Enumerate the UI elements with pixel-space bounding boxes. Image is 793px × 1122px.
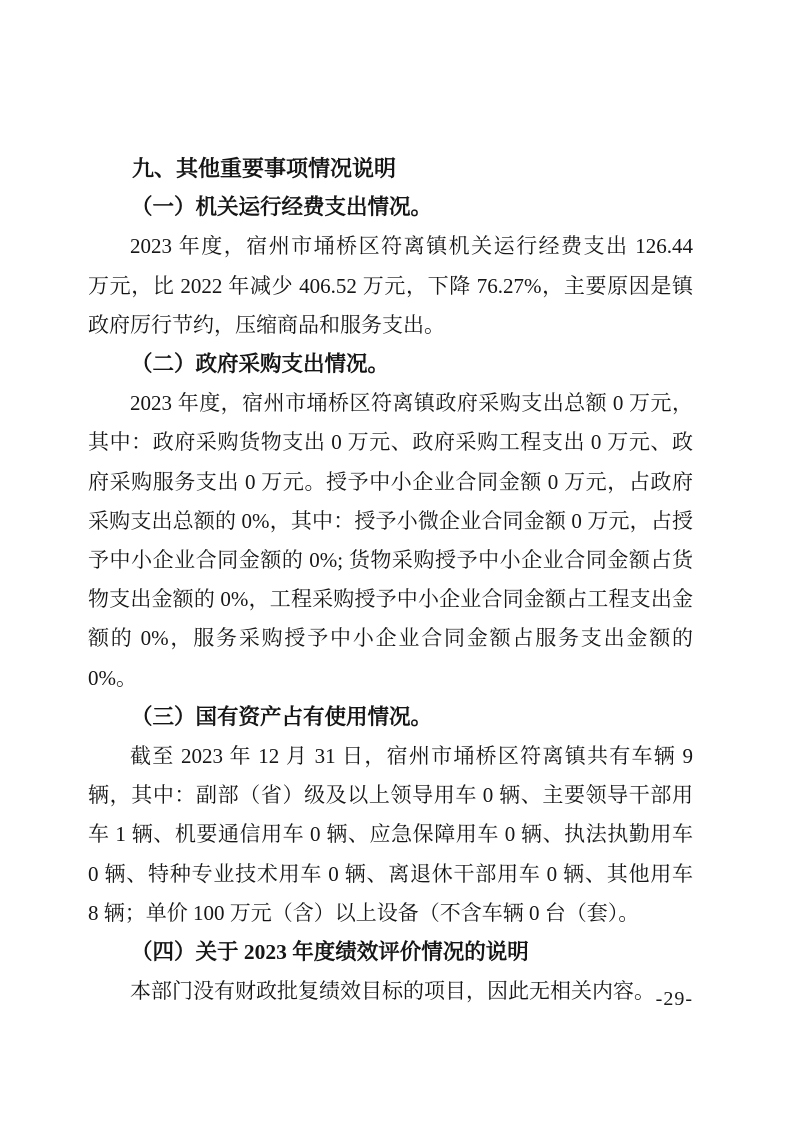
paragraph-line: 其中：政府采购货物支出 0 万元、政府采购工程支出 0 万元、政 <box>88 430 693 455</box>
subsection-heading: （二）政府采购支出情况。 <box>131 352 390 377</box>
page-number: -29- <box>655 988 693 1010</box>
paragraph-line: 物支出金额的 0%，工程采购授予中小企业合同金额占工程支出金 <box>88 587 693 612</box>
paragraph-line: 予中小企业合同金额的 0%; 货物采购授予中小企业合同金额占货 <box>88 548 693 573</box>
paragraph-line: 0 辆、特种专业技术用车 0 辆、离退休干部用车 0 辆、其他用车 <box>88 861 693 886</box>
paragraph-line: 车 1 辆、机要通信用车 0 辆、应急保障用车 0 辆、执法执勤用车 <box>88 822 693 847</box>
paragraph-line: 2023 年度，宿州市埇桥区符离镇政府采购支出总额 0 万元， <box>130 391 693 416</box>
paragraph-line: 辆，其中：副部（省）级及以上领导用车 0 辆、主要领导干部用 <box>88 783 693 808</box>
subsection-heading: （三）国有资产占有使用情况。 <box>131 704 433 729</box>
subsection-heading: （一）机关运行经费支出情况。 <box>131 195 433 220</box>
document-body <box>88 149 699 1011</box>
paragraph-line: 额的 0%，服务采购授予中小企业合同金额占服务支出金额的 0%。 <box>88 626 699 690</box>
paragraph-line: 8 辆；单价 100 万元（含）以上设备（不含车辆 0 台（套）。 <box>88 900 640 925</box>
paragraph-line: 截至 2023 年 12 月 31 日，宿州市埇桥区符离镇共有车辆 9 <box>130 744 693 769</box>
paragraph-line: 采购支出总额的 0%，其中：授予小微企业合同金额 0 万元，占授 <box>88 508 693 533</box>
paragraph-line: 万元，比 2022 年减少 406.52 万元，下降 76.27%，主要原因是镇 <box>88 273 693 298</box>
paragraph-line: 府采购服务支出 0 万元。授予中小企业合同金额 0 万元，占政府 <box>88 469 693 494</box>
subsection-heading: （四）关于 2023 年度绩效评价情况的说明 <box>131 940 529 965</box>
paragraph-line: 政府厉行节约，压缩商品和服务支出。 <box>88 312 445 337</box>
paragraph-line: 本部门没有财政批复绩效目标的项目，因此无相关内容。 <box>130 979 655 1004</box>
section-heading: 九、其他重要事项情况说明 <box>132 156 397 181</box>
paragraph-line: 2023 年度，宿州市埇桥区符离镇机关运行经费支出 126.44 <box>130 234 693 259</box>
